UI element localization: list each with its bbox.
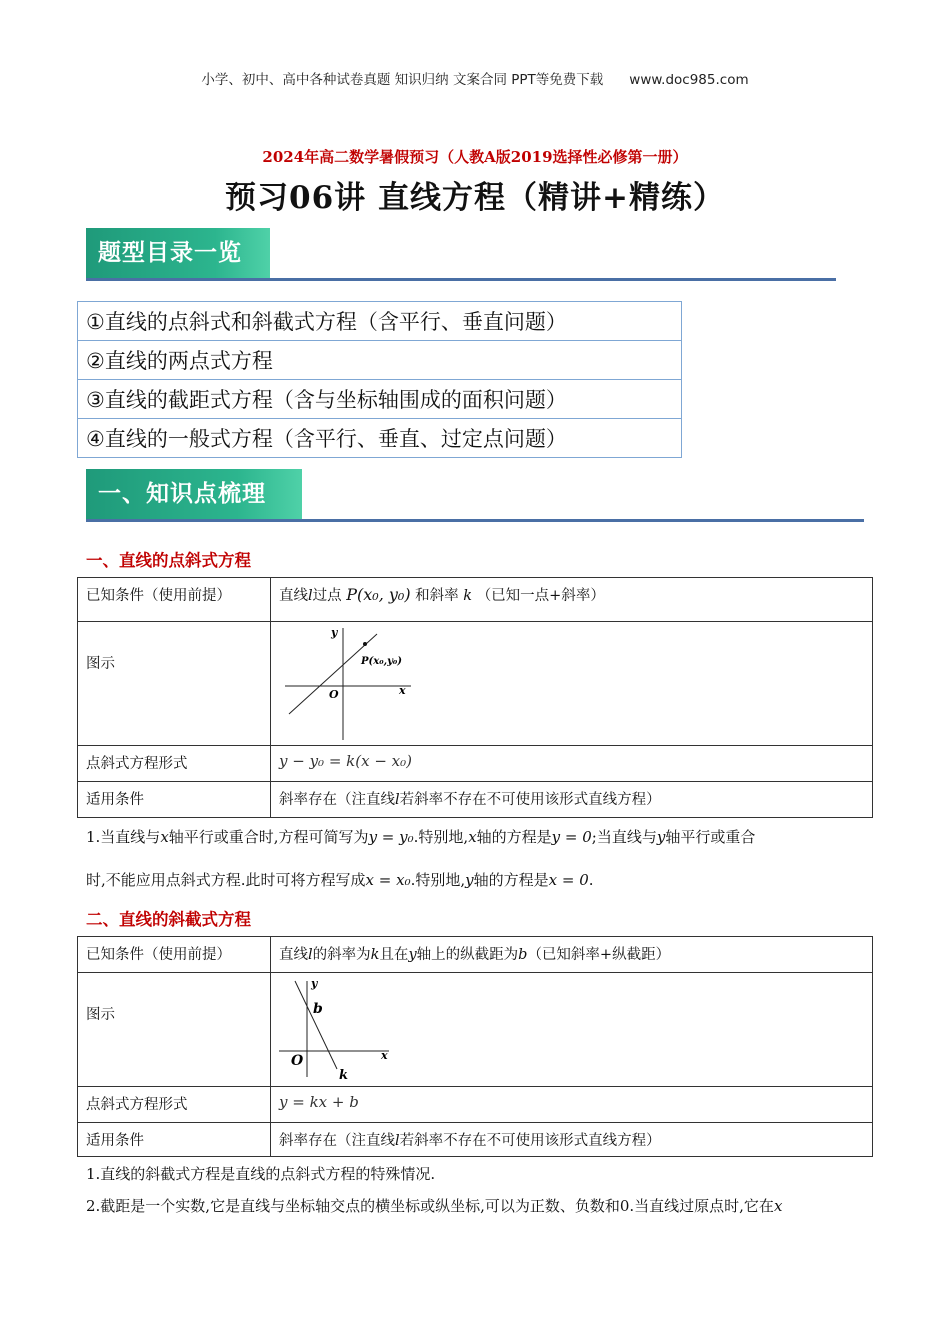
toc-table xyxy=(77,301,682,458)
origin-label: O xyxy=(291,1053,304,1069)
text-fragment: 轴的方程是 xyxy=(473,871,549,889)
header-site-link[interactable]: www.doc985.com xyxy=(629,72,749,88)
intercept-label: b xyxy=(313,1001,323,1017)
text-fragment: 斜率存在（注直线 xyxy=(279,1133,395,1149)
figure-cell xyxy=(271,973,873,1087)
header-text: 小学、初中、高中各种试卷真题 知识归纳 文案合同 PPT等免费下载 xyxy=(201,72,604,88)
text-fragment: 且在 xyxy=(379,947,409,963)
section1-heading: 一、直线的点斜式方程 xyxy=(86,551,251,570)
section1-note-line2 xyxy=(86,869,594,890)
toc-row[interactable] xyxy=(78,341,682,380)
row-value xyxy=(271,578,873,622)
y-axis-label: y xyxy=(311,977,318,990)
text-fragment: 1.当直线与 xyxy=(86,828,161,846)
x-axis-label: x xyxy=(399,684,406,697)
table-row xyxy=(78,578,873,622)
math-y: y xyxy=(465,871,474,889)
math-l: l xyxy=(395,792,400,808)
formula-value: y − y₀ = k(x − x₀) xyxy=(271,746,873,782)
math-eq: x = 0 xyxy=(548,871,589,889)
text-fragment: . xyxy=(588,871,594,889)
table-row xyxy=(78,746,873,782)
row-label: 图示 xyxy=(78,622,271,746)
table-row xyxy=(78,1087,873,1123)
figure-cell xyxy=(271,622,873,746)
toc-banner xyxy=(86,228,836,281)
text-fragment: （已知一点+斜率） xyxy=(476,588,605,604)
math-eq: y = 0 xyxy=(551,828,592,846)
text-fragment: 2.截距是一个实数,它是直线与坐标轴交点的横坐标或纵坐标,可以为正数、负数和0.当直线过原点时,它在 xyxy=(86,1197,774,1215)
text-fragment: 轴上的纵截距为 xyxy=(416,947,519,963)
text-fragment: ;当直线与 xyxy=(591,828,657,846)
toc-row[interactable] xyxy=(78,302,682,341)
text-fragment: 轴的方程是 xyxy=(476,828,552,846)
text-fragment: （已知斜率+纵截距） xyxy=(527,947,671,963)
math-eq: y = y₀ xyxy=(368,828,414,846)
row-label: 点斜式方程形式 xyxy=(78,1087,271,1123)
text-fragment: 直线 xyxy=(279,588,308,604)
math-eq: x = x₀ xyxy=(365,871,411,889)
document-subtitle: 2024年高二数学暑假预习（人教A版2019选择性必修第一册） xyxy=(262,148,688,166)
table-row xyxy=(78,782,873,818)
row-label: 适用条件 xyxy=(78,782,271,818)
y-axis-label: y xyxy=(331,626,338,639)
section1-table xyxy=(77,577,873,818)
table-row xyxy=(78,1123,873,1157)
table-row xyxy=(78,973,873,1087)
text-fragment: 过点 xyxy=(312,588,342,604)
math-y: y xyxy=(656,828,666,846)
text-fragment: 时,不能应用点斜式方程.此时可将方程写成 xyxy=(86,871,366,889)
line-l xyxy=(289,634,377,714)
math-point: P(x₀, y₀) xyxy=(346,585,411,604)
page-header xyxy=(0,68,950,88)
knowledge-banner-label: 一、知识点梳理 xyxy=(86,469,302,519)
section1-note-line1 xyxy=(86,826,755,847)
text-fragment: 和斜率 xyxy=(415,588,459,604)
text-fragment: 斜率存在（注直线 xyxy=(279,792,395,808)
math-k: k xyxy=(463,588,473,604)
slope-intercept-diagram xyxy=(271,973,411,1085)
math-b: b xyxy=(518,947,528,963)
table-row xyxy=(78,622,873,746)
math-x: x xyxy=(160,828,169,846)
point-label: P(x₀,y₀) xyxy=(361,656,402,667)
section2-note-line1: 1.直线的斜截式方程是直线的点斜式方程的特殊情况. xyxy=(86,1165,436,1183)
math-y: y xyxy=(408,947,417,963)
text-fragment: 若斜率不存在不可使用该形式直线方程） xyxy=(399,792,661,808)
table-row xyxy=(78,937,873,973)
row-label: 点斜式方程形式 xyxy=(78,746,271,782)
row-value xyxy=(271,937,873,973)
row-value xyxy=(271,782,873,818)
text-fragment: 直线 xyxy=(279,947,308,963)
toc-item[interactable]: ①直线的点斜式和斜截式方程（含平行、垂直问题） xyxy=(78,302,682,341)
text-fragment: 轴平行或重合 xyxy=(665,828,756,846)
point-slope-diagram xyxy=(271,622,431,744)
math-x: x xyxy=(468,828,477,846)
toc-banner-label: 题型目录一览 xyxy=(86,228,270,278)
toc-banner-rule xyxy=(86,278,836,281)
text-fragment: 的斜率为 xyxy=(312,947,371,963)
text-fragment: .特别地, xyxy=(410,871,466,889)
section2-heading: 二、直线的斜截式方程 xyxy=(86,910,251,929)
toc-row[interactable] xyxy=(78,419,682,458)
knowledge-banner-rule xyxy=(86,519,864,522)
row-value xyxy=(271,1123,873,1157)
point-p xyxy=(363,642,367,646)
row-label: 适用条件 xyxy=(78,1123,271,1157)
math-x: x xyxy=(773,1197,783,1215)
toc-item[interactable]: ②直线的两点式方程 xyxy=(78,341,682,380)
section2-table xyxy=(77,936,873,1157)
row-label: 已知条件（使用前提） xyxy=(78,937,271,973)
x-axis-label: x xyxy=(381,1049,388,1062)
toc-item[interactable]: ④直线的一般式方程（含平行、垂直、过定点问题） xyxy=(78,419,682,458)
document-title: 预习06讲 直线方程（精讲+精练） xyxy=(225,180,725,216)
math-l: l xyxy=(308,588,313,604)
text-fragment: 若斜率不存在不可使用该形式直线方程） xyxy=(399,1133,661,1149)
row-label: 已知条件（使用前提） xyxy=(78,578,271,622)
math-l: l xyxy=(395,1133,400,1149)
text-fragment: .特别地, xyxy=(413,828,469,846)
math-k: k xyxy=(370,947,380,963)
toc-row[interactable] xyxy=(78,380,682,419)
section2-note-line2 xyxy=(86,1195,782,1216)
slope-label: k xyxy=(339,1068,349,1083)
formula-value: y = kx + b xyxy=(271,1087,873,1123)
math-l: l xyxy=(308,947,313,963)
text-fragment: 轴平行或重合时,方程可简写为 xyxy=(168,828,369,846)
knowledge-banner xyxy=(86,469,864,522)
origin-label: O xyxy=(329,688,339,701)
toc-item[interactable]: ③直线的截距式方程（含与坐标轴围成的面积问题） xyxy=(78,380,682,419)
row-label: 图示 xyxy=(78,973,271,1087)
